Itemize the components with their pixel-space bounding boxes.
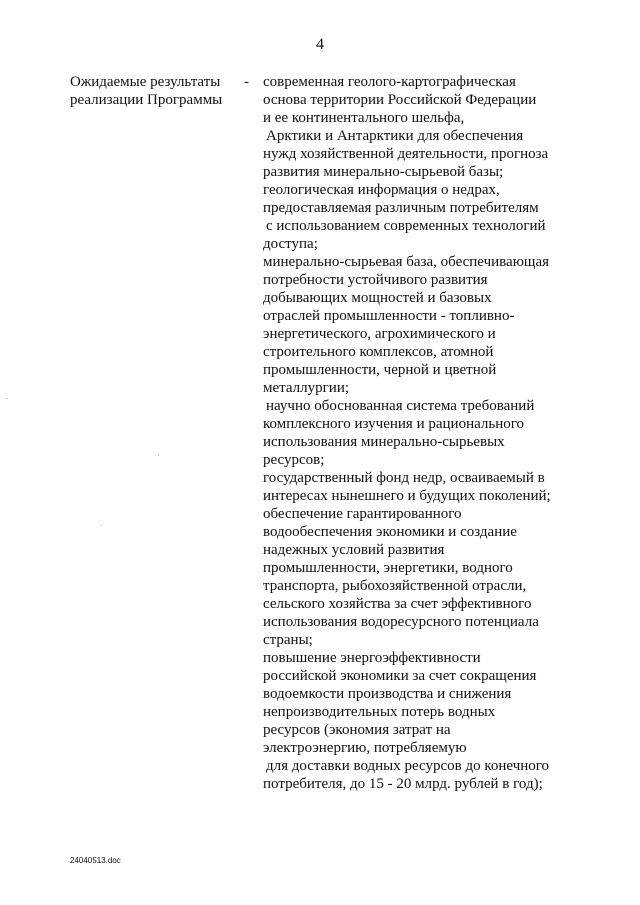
content-line: обеспечение гарантированного [263,506,462,522]
content-line: ресурсов; [263,452,325,468]
content-line: непроизводительных потерь водных [263,704,496,720]
content-line: надежных условий развития [263,542,445,558]
content-line: предоставляемая различным потребителям [263,200,539,216]
content-line: использования водоресурсного потенциала [263,614,539,630]
footer-filename: 24040513.doc [70,856,121,865]
page-number: 4 [316,36,324,53]
content-line: использования минерально-сырьевых [263,434,505,450]
content-line: развития минерально-сырьевой базы; [263,164,504,180]
content-line: отраслей промышленности - топливно- [263,308,515,324]
content-line: промышленности, энергетики, водного [263,560,513,576]
content-line: потребителя, до 15 - 20 млрд. рублей в год); [263,776,543,792]
content-line: нужд хозяйственной деятельности, прогноза [263,146,549,162]
content-line: основа территории Российской Федерации [263,92,537,108]
content-line: страны; [263,632,313,648]
content-line: сельского хозяйства за счет эффективного [263,596,532,612]
content-line: комплексного изучения и рационального [263,416,525,432]
content-line: водообеспечения экономики и создание [263,524,517,540]
content-line: строительного комплексов, атомной [263,344,494,360]
content-line: Арктики и Антарктики для обеспечения [266,128,524,144]
content-line: государственный фонд недр, осваиваемый в [263,470,545,486]
content-line: металлургии; [263,380,350,396]
scan-speck [101,525,102,526]
content-line: добывающих мощностей и базовых [263,290,492,306]
content-line: электроэнергию, потребляемую [263,740,467,756]
content-line: повышение энергоэффективности [263,650,481,666]
section-label-line: Ожидаемые результаты [70,74,221,90]
content-line: интересах нынешнего и будущих поколений; [263,488,551,504]
list-dash: - [244,74,249,90]
content-line: современная геолого-картографическая [263,74,516,90]
content-line: водоемкости производства и снижения [263,686,512,702]
content-line: энергетического, агрохимического и [263,326,496,342]
content-line: научно обоснованная система требований [266,398,535,414]
content-line: российской экономики за счет сокращения [263,668,537,684]
content-line: минерально-сырьевая база, обеспечивающая [263,254,550,270]
scan-speck [7,398,8,399]
section-label-line: реализации Программы [70,92,223,108]
content-line: с использованием современных технологий [266,218,546,234]
content-line: транспорта, рыбохозяйственной отрасли, [263,578,527,594]
content-line: ресурсов (экономия затрат на [263,722,451,738]
content-line: и ее континентального шельфа, [263,110,465,126]
scan-speck [158,455,159,456]
content-line: геологическая информация о недрах, [263,182,500,198]
content-line: доступа; [263,236,318,252]
content-line: для доставки водных ресурсов до конечного [266,758,550,774]
content-line: потребности устойчивого развития [263,272,488,288]
content-line: промышленности, черной и цветной [263,362,497,378]
